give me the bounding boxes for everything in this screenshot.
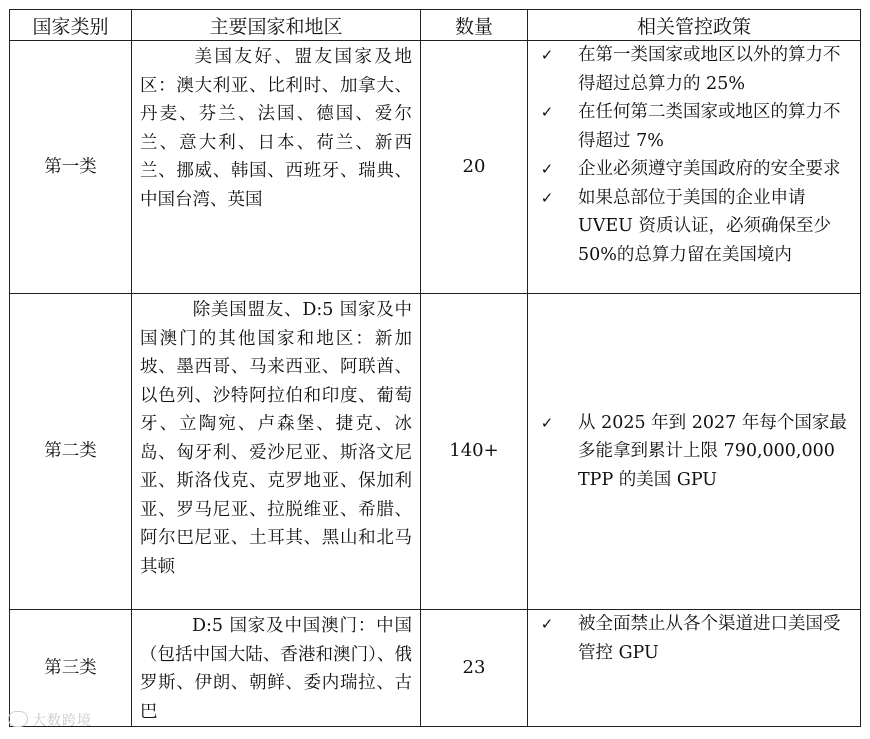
checkmark-icon: ✓ bbox=[540, 160, 554, 178]
policy-text: 被全面禁止从各个渠道进口美国受管控 GPU bbox=[578, 614, 841, 663]
policy-item bbox=[536, 610, 856, 667]
watermark-logo-icon bbox=[8, 711, 28, 727]
tier-category: 第三类 bbox=[10, 610, 132, 727]
policy-text: 从 2025 年到 2027 年每个国家最多能拿到累计上限 790,000,000 TPP 的美国 GPU bbox=[578, 412, 847, 490]
policy-text: 在任何第二类国家或地区的算力不得超过 7% bbox=[578, 102, 841, 151]
policy-text: 在第一类国家或地区以外的算力不得超过总算力的 25% bbox=[578, 45, 841, 94]
header-regions: 主要国家和地区 bbox=[132, 10, 421, 41]
tier-policies bbox=[528, 610, 861, 727]
tier-policies bbox=[528, 41, 861, 294]
tier-count: 20 bbox=[421, 41, 528, 294]
header-policy: 相关管控政策 bbox=[528, 10, 861, 41]
tier-category: 第二类 bbox=[10, 294, 132, 610]
header-category: 国家类别 bbox=[10, 10, 132, 41]
watermark-text: 大数跨境 bbox=[32, 713, 92, 729]
policy-item bbox=[536, 184, 856, 270]
tier-regions-text: 美国友好、盟友国家及地区：澳大利亚、比利时、加拿大、丹麦、芬兰、法国、德国、爱尔兰、意大利、日本、荷兰、新西兰、挪威、韩国、西班牙、瑞典、中国台湾、英国 bbox=[140, 47, 412, 210]
table-row-tier-3 bbox=[10, 610, 861, 727]
checkmark-icon: ✓ bbox=[540, 413, 554, 432]
table-row-tier-2 bbox=[10, 294, 861, 610]
table-header-row bbox=[10, 10, 861, 41]
tier-regions-text: 除美国盟友、D:5 国家及中国澳门的其他国家和地区：新加坡、墨西哥、马来西亚、阿联酋、以色列、沙特阿拉伯和印度、葡萄牙、立陶宛、卢森堡、捷克、冰岛、匈牙利、爱沙尼亚、斯洛文尼亚、斯洛伐克、克罗地亚、保加利亚、罗马尼亚、拉脱维亚、希腊、阿尔巴尼亚、土耳其、黑山和北马其顿 bbox=[140, 300, 412, 577]
policy-item bbox=[536, 98, 856, 155]
policy-list bbox=[536, 41, 856, 269]
tier-regions-text: D:5 国家及中国澳门：中国（包括中国大陆、香港和澳门）、俄罗斯、伊朗、朝鲜、委内瑞拉、古巴 bbox=[140, 616, 412, 722]
table-row-tier-1 bbox=[10, 41, 861, 294]
policy-list bbox=[536, 409, 856, 495]
checkmark-icon: ✓ bbox=[540, 615, 554, 633]
policy-item bbox=[536, 41, 856, 98]
policy-item bbox=[536, 409, 856, 495]
policy-table bbox=[9, 9, 861, 727]
tier-count: 140+ bbox=[421, 294, 528, 610]
tier-count: 23 bbox=[421, 610, 528, 727]
tier-policies bbox=[528, 294, 861, 610]
tier-regions bbox=[132, 41, 421, 294]
tier-regions bbox=[132, 610, 421, 727]
policy-item bbox=[536, 155, 856, 184]
policy-text: 如果总部位于美国的企业申请 UVEU 资质认证，必须确保至少 50%的总算力留在美国境内 bbox=[578, 187, 831, 265]
policy-list bbox=[536, 610, 856, 667]
checkmark-icon: ✓ bbox=[540, 188, 554, 207]
policy-text: 企业必须遵守美国政府的安全要求 bbox=[578, 159, 841, 179]
tier-category: 第一类 bbox=[10, 41, 132, 294]
tier-regions bbox=[132, 294, 421, 610]
header-count: 数量 bbox=[421, 10, 528, 41]
watermark bbox=[8, 710, 92, 730]
checkmark-icon: ✓ bbox=[540, 103, 554, 121]
checkmark-icon: ✓ bbox=[540, 46, 554, 64]
